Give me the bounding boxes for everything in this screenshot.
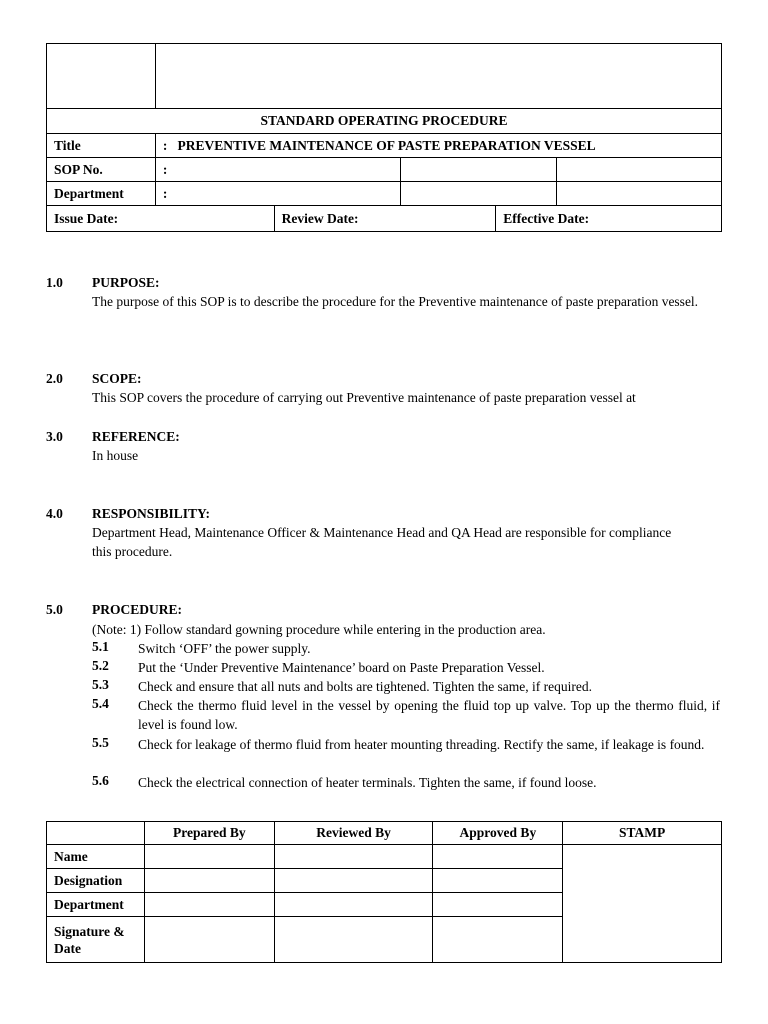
section-number-reference: 3.0 [46, 429, 63, 444]
step-number: 5.5 [92, 735, 109, 750]
step-text: Switch ‘OFF’ the power supply. [138, 641, 311, 656]
section-text-reference: In house [92, 448, 139, 463]
section-text-scope: This SOP covers the procedure of carrying out Preventive maintenance of paste preparation vessel at [92, 390, 636, 405]
section-number-responsibility: 4.0 [46, 506, 63, 521]
step-number: 5.1 [92, 639, 109, 654]
department-label: Department [47, 182, 156, 206]
row-label-department: Department [47, 893, 145, 917]
step-text: Check the electrical connection of heater terminals. Tighten the same, if found loose. [138, 775, 597, 790]
column-header-reviewed-by: Reviewed By [274, 822, 433, 845]
review-date-label: Review Date: [274, 206, 496, 232]
sop-no-extra-1 [401, 158, 557, 182]
approved-by-department-cell [433, 893, 563, 917]
title-value: : PREVENTIVE MAINTENANCE OF PASTE PREPARATION VESSEL [155, 134, 721, 158]
reviewed-by-signature-cell [274, 917, 433, 963]
step-text: Check and ensure that all nuts and bolts are tightened. Tighten the same, if required. [138, 679, 593, 694]
title-label: Title [47, 134, 156, 158]
row-label-designation: Designation [47, 869, 145, 893]
signoff-table [46, 821, 722, 963]
section-heading-responsibility: RESPONSIBILITY: [92, 506, 211, 521]
reviewed-by-designation-cell [274, 869, 433, 893]
department-extra-1 [401, 182, 557, 206]
effective-date-label: Effective Date: [496, 206, 722, 232]
sop-no-value: : [155, 158, 401, 182]
row-label-signature-date: Signature & Date [47, 917, 145, 963]
step-number: 5.4 [92, 696, 109, 711]
reviewed-by-name-cell [274, 845, 433, 869]
issue-date-label: Issue Date: [47, 206, 275, 232]
column-header-stamp: STAMP [563, 822, 722, 845]
department-extra-2 [557, 182, 722, 206]
step-text: Put the ‘Under Preventive Maintenance’ board on Paste Preparation Vessel. [138, 660, 545, 675]
prepared-by-signature-cell [144, 917, 274, 963]
section-heading-purpose: PURPOSE: [92, 275, 160, 290]
approved-by-designation-cell [433, 869, 563, 893]
step-text: Check for leakage of thermo fluid from heater mounting threading. Rectify the same, if leakage is found. [138, 737, 705, 752]
prepared-by-department-cell [144, 893, 274, 917]
approved-by-name-cell [433, 845, 563, 869]
sop-header-table [46, 43, 722, 232]
row-label-name: Name [47, 845, 145, 869]
procedure-note: (Note: 1) Follow standard gowning procedure while entering in the production area. [92, 622, 546, 637]
signoff-corner-cell [47, 822, 145, 845]
logo-cell [47, 44, 156, 109]
section-number-scope: 2.0 [46, 371, 63, 386]
sop-no-extra-2 [557, 158, 722, 182]
section-number-procedure: 5.0 [46, 602, 63, 617]
prepared-by-designation-cell [144, 869, 274, 893]
step-number: 5.6 [92, 773, 109, 788]
section-heading-reference: REFERENCE: [92, 429, 180, 444]
step-text: Check the thermo fluid level in the vessel by opening the fluid top up valve. Top up the thermo fluid, if level is found low. [138, 698, 720, 732]
sop-no-label: SOP No. [47, 158, 156, 182]
company-cell [155, 44, 721, 109]
department-value: : [155, 182, 401, 206]
reviewed-by-department-cell [274, 893, 433, 917]
section-text-purpose: The purpose of this SOP is to describe the procedure for the Preventive maintenance of paste preparation vessel. [92, 294, 699, 309]
step-number: 5.3 [92, 677, 109, 692]
section-text-responsibility: Department Head, Maintenance Officer & Maintenance Head and QA Head are responsible for compliance this procedure. [92, 525, 672, 559]
section-number-purpose: 1.0 [46, 275, 63, 290]
section-heading-procedure: PROCEDURE: [92, 602, 182, 617]
stamp-cell [563, 845, 722, 963]
column-header-prepared-by: Prepared By [144, 822, 274, 845]
prepared-by-name-cell [144, 845, 274, 869]
approved-by-signature-cell [433, 917, 563, 963]
column-header-approved-by: Approved By [433, 822, 563, 845]
step-number: 5.2 [92, 658, 109, 673]
document-type-heading: STANDARD OPERATING PROCEDURE [47, 109, 722, 134]
section-heading-scope: SCOPE: [92, 371, 142, 386]
